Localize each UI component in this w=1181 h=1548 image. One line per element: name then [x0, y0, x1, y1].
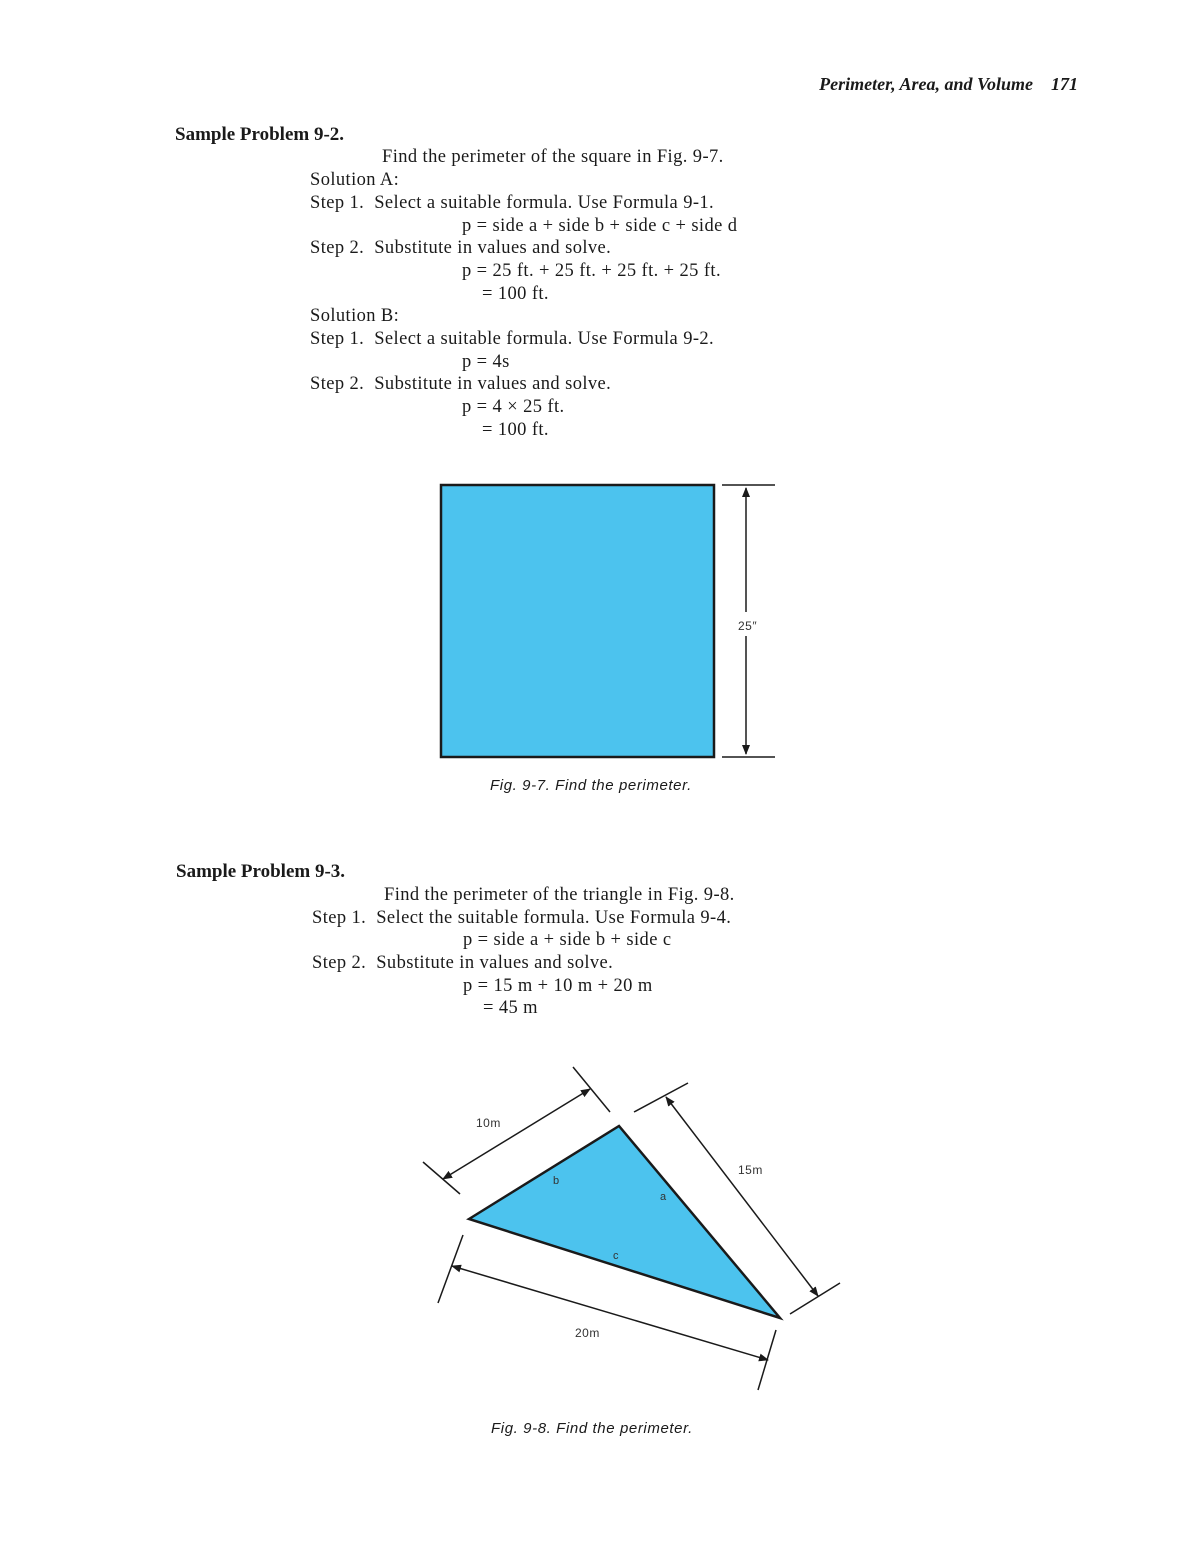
triangle-shape — [469, 1126, 780, 1318]
step-line: Step 1. Select a suitable formula. Use Formula 9-1. — [310, 193, 715, 213]
formula-line: p = 25 ft. + 25 ft. + 25 ft. + 25 ft. — [462, 261, 721, 281]
solution-label: Solution B: — [310, 306, 400, 326]
side-label-b: b — [553, 1175, 560, 1187]
dimension-label: 15m — [738, 1163, 763, 1177]
extension-line — [790, 1283, 840, 1314]
square-shape — [441, 485, 714, 757]
formula-line: p = side a + side b + side c + side d — [462, 216, 738, 236]
problem-statement: Find the perimeter of the square in Fig. 9-7. — [382, 147, 724, 167]
step-line: Step 1. Select the suitable formula. Use Formula 9-4. — [312, 908, 732, 928]
step-line: Step 1. Select a suitable formula. Use Formula 9-2. — [310, 329, 715, 349]
formula-line: p = 4 × 25 ft. — [462, 397, 565, 417]
extension-line — [634, 1083, 688, 1112]
page-number: 171 — [1051, 74, 1078, 94]
problem-heading: Sample Problem 9-2. — [175, 124, 345, 145]
problem-statement: Find the perimeter of the triangle in Fig. 9-8. — [384, 885, 735, 905]
extension-line — [438, 1235, 463, 1303]
problem-heading: Sample Problem 9-3. — [176, 861, 346, 882]
dimension-label: 25″ — [738, 619, 758, 633]
step-line: Step 2. Substitute in values and solve. — [310, 374, 612, 394]
solution-label: Solution A: — [310, 170, 400, 190]
step-line: Step 2. Substitute in values and solve. — [310, 238, 612, 258]
header-title: Perimeter, Area, and Volume — [819, 74, 1033, 94]
formula-line: p = side a + side b + side c — [463, 930, 672, 950]
extension-line — [423, 1162, 460, 1194]
square-figure — [441, 485, 775, 757]
result-line: = 100 ft. — [482, 284, 549, 304]
figure-caption: Fig. 9-8. Find the perimeter. — [491, 1420, 693, 1437]
figure-caption: Fig. 9-7. Find the perimeter. — [490, 777, 692, 794]
extension-line — [573, 1067, 610, 1112]
formula-line: p = 4s — [462, 352, 510, 372]
side-label-a: a — [660, 1191, 667, 1203]
step-line: Step 2. Substitute in values and solve. — [312, 953, 614, 973]
triangle-figure — [423, 1067, 840, 1390]
result-line: = 100 ft. — [482, 420, 549, 440]
dimension-label: 10m — [476, 1116, 501, 1130]
side-label-c: c — [613, 1250, 619, 1262]
result-line: = 45 m — [483, 998, 538, 1018]
formula-line: p = 15 m + 10 m + 20 m — [463, 976, 653, 996]
dimension-label: 20m — [575, 1326, 600, 1340]
